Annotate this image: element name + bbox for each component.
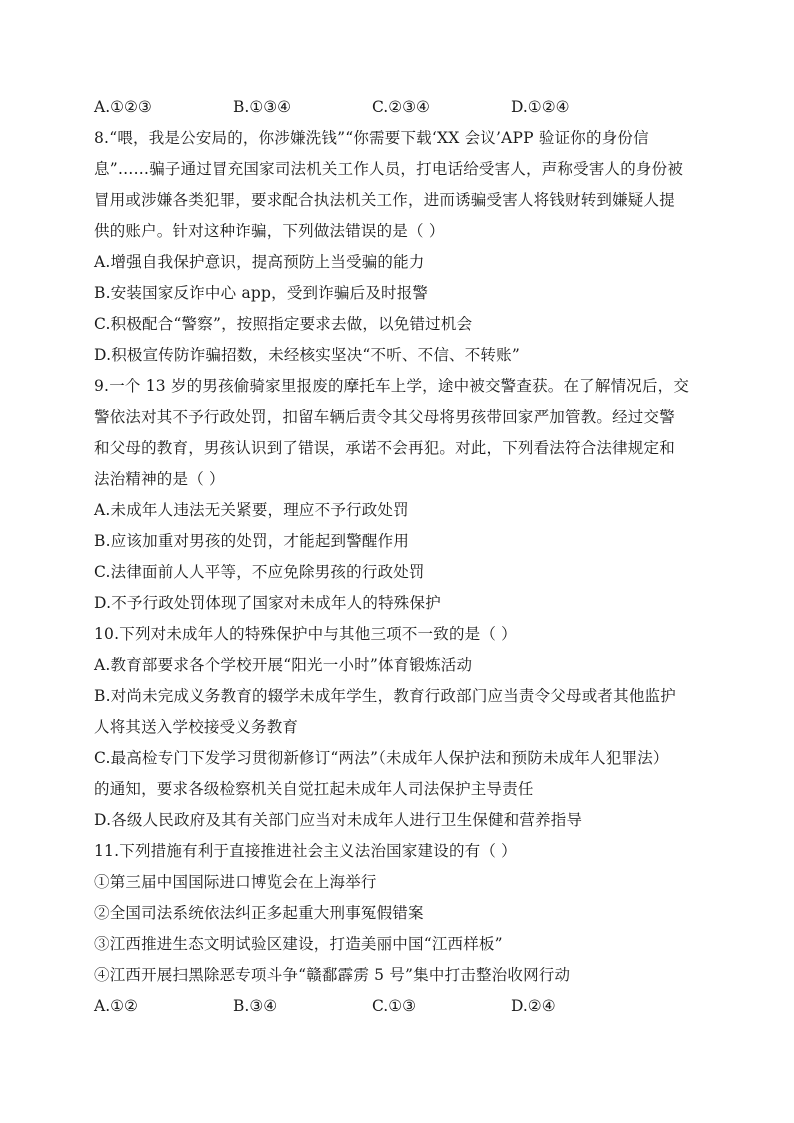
q11-statement-1: ①第三届中国国际进口博览会在上海举行 bbox=[94, 873, 377, 891]
q11-option-b[interactable]: B.③④ bbox=[233, 997, 278, 1015]
q11-statement-2: ②全国司法系统依法纠正多起重大刑事冤假错案 bbox=[94, 904, 424, 922]
q10-option-c[interactable]: C.最高检专门下发学习贯彻新修订“两法”（未成年人保护法和预防未成年人犯罪法） bbox=[94, 749, 669, 767]
q7-options bbox=[94, 92, 704, 123]
q9-stem-line: 9.一个 13 岁的男孩偷骑家里报废的摩托车上学，途中被交警查获。在了解情况后，交 bbox=[94, 377, 690, 395]
q11-options bbox=[94, 991, 704, 1022]
q10-option-b-cont: 人将其送入学校接受义务教育 bbox=[94, 718, 299, 736]
q8-stem-line: 冒用或涉嫌各类犯罪，要求配合执法机关工作，进而诱骗受害人将钱财转到嫌疑人提 bbox=[94, 191, 675, 209]
q11-stem-line: 11.下列措施有利于直接推进社会主义法治国家建设的有（ ） bbox=[94, 842, 517, 860]
q8-option-d[interactable]: D.积极宣传防诈骗招数，未经核实坚决“不听、不信、不转账” bbox=[94, 346, 520, 364]
question-8 bbox=[94, 123, 704, 371]
q10-option-a[interactable]: A.教育部要求各个学校开展“阳光一小时”体育锻炼活动 bbox=[94, 656, 473, 674]
q11-option-a[interactable]: A.①② bbox=[94, 997, 138, 1015]
q7-option-d[interactable]: D.①②④ bbox=[511, 98, 570, 116]
q7-option-b[interactable]: B.①③④ bbox=[233, 98, 292, 116]
q9-option-b[interactable]: B.应该加重对男孩的处罚，才能起到警醒作用 bbox=[94, 532, 410, 550]
q11-option-c[interactable]: C.①③ bbox=[372, 997, 417, 1015]
q11-statement-4: ④江西开展扫黑除恶专项斗争“赣鄱霹雳 5 号”集中打击整治收网行动 bbox=[94, 966, 571, 984]
exam-page bbox=[94, 92, 704, 1022]
q11-option-d[interactable]: D.②④ bbox=[511, 997, 556, 1015]
q9-option-d[interactable]: D.不予行政处罚体现了国家对未成年人的特殊保护 bbox=[94, 594, 441, 612]
q11-statement-3: ③江西推进生态文明试验区建设，打造美丽中国“江西样板” bbox=[94, 935, 503, 953]
q9-stem-line: 警依法对其不予行政处罚，扣留车辆后责令其父母将男孩带回家严加管教。经过交警 bbox=[94, 408, 675, 426]
q7-option-a[interactable]: A.①②③ bbox=[94, 98, 152, 116]
q7-option-c[interactable]: C.②③④ bbox=[372, 98, 430, 116]
q8-option-b[interactable]: B.安装国家反诈中心 app，受到诈骗后及时报警 bbox=[94, 284, 429, 302]
q8-stem-line: 供的账户。针对这种诈骗，下列做法错误的是（ ） bbox=[94, 222, 445, 240]
q8-stem-line: 8.“喂，我是公安局的，你涉嫌洗钱”“你需要下载‘XX 会议’APP 验证你的身份信 bbox=[94, 129, 649, 147]
q8-option-c[interactable]: C.积极配合“警察”，按照指定要求去做，以免错过机会 bbox=[94, 315, 473, 333]
q10-option-c-cont: 的通知，要求各级检察机关自觉扛起未成年人司法保护主导责任 bbox=[94, 780, 534, 798]
q9-option-c[interactable]: C.法律面前人人平等，不应免除男孩的行政处罚 bbox=[94, 563, 425, 581]
q10-option-d[interactable]: D.各级人民政府及其有关部门应当对未成年人进行卫生保健和营养指导 bbox=[94, 811, 583, 829]
q10-stem-line: 10.下列对未成年人的特殊保护中与其他三项不一致的是（ ） bbox=[94, 625, 517, 643]
q9-stem-line: 和父母的教育，男孩认识到了错误，承诺不会再犯。对此，下列看法符合法律规定和 bbox=[94, 439, 675, 457]
q8-stem-line: 息”……骗子通过冒充国家司法机关工作人员，打电话给受害人，声称受害人的身份被 bbox=[94, 160, 684, 178]
q9-option-a[interactable]: A.未成年人违法无关紧要，理应不予行政处罚 bbox=[94, 501, 409, 519]
question-10 bbox=[94, 619, 704, 836]
q10-option-b[interactable]: B.对尚未完成义务教育的辍学未成年学生，教育行政部门应当责令父母或者其他监护 bbox=[94, 687, 676, 705]
question-11 bbox=[94, 836, 704, 1022]
q8-option-a[interactable]: A.增强自我保护意识，提高预防上当受骗的能力 bbox=[94, 253, 425, 271]
question-9 bbox=[94, 371, 704, 619]
q9-stem-line: 法治精神的是（ ） bbox=[94, 470, 225, 488]
